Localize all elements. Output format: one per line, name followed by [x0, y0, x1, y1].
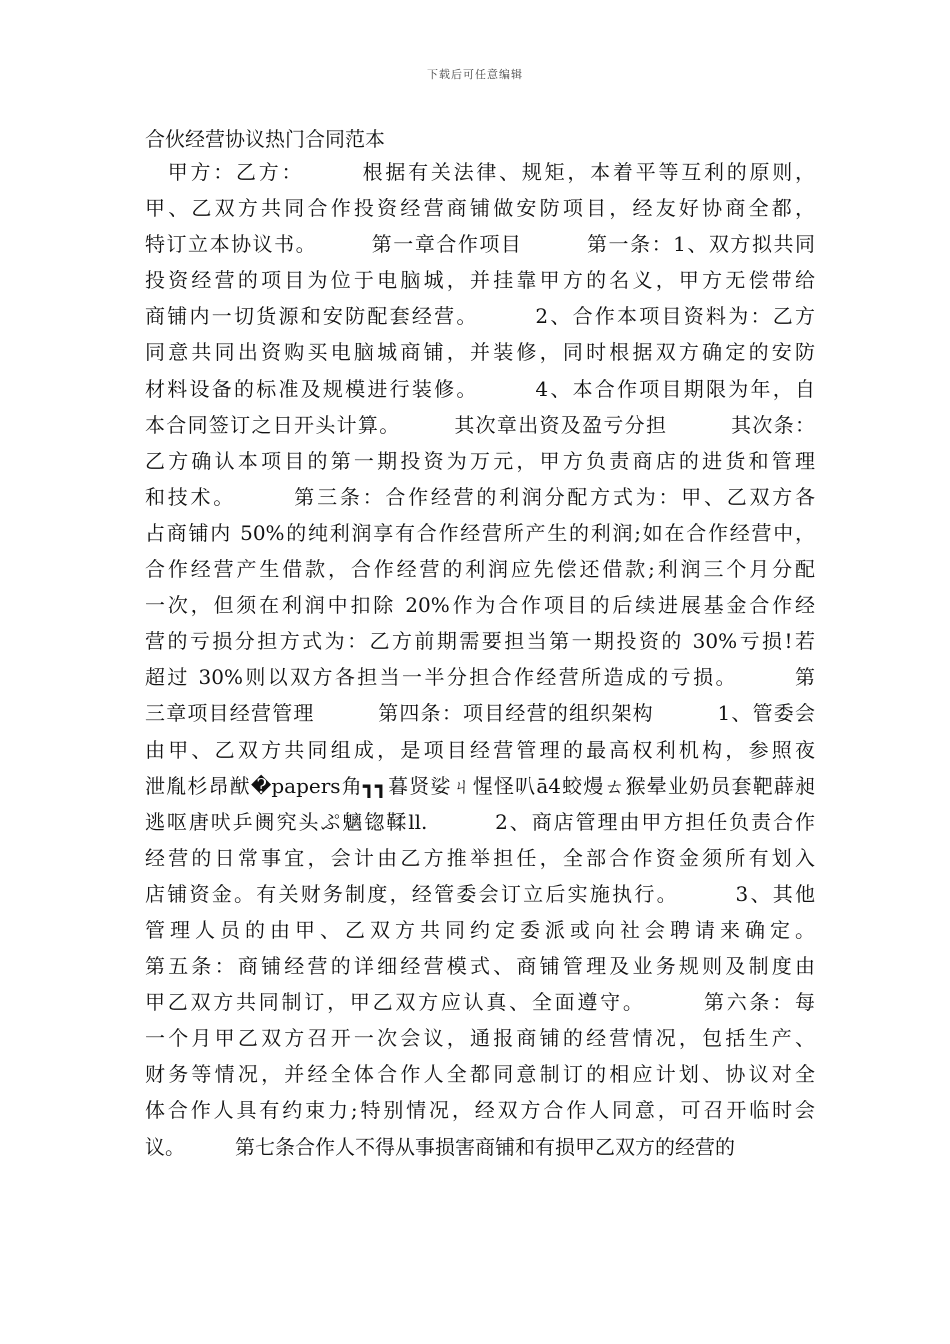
body-line: 同意共同出资购买电脑城商铺，并装修，同时根据双方确定的安防 — [145, 340, 815, 365]
body-line: 体合作人具有约束力;特别情况，经双方合作人同意，可召开临时会 — [145, 1098, 815, 1123]
body-line: 甲、乙双方共同合作投资经营商铺做安防项目，经友好协商全都， — [145, 196, 815, 221]
body-line: 管理人员的由甲、乙双方共同约定委派或向社会聘请来确定。 — [145, 917, 815, 942]
body-line: 一次，但须在利润中扣除 20%作为合作项目的后续进展基金合作经 — [145, 593, 815, 618]
body-line: 特订立本协议书。 第一章合作项目 第一条：1、双方拟共同 — [145, 232, 815, 257]
body-line: 材料设备的标准及规模进行装修。 4、本合作项目期限为年，自 — [145, 376, 815, 401]
body-line: 由甲、乙双方共同组成，是项目经营管理的最高权利机构，参照夜 — [145, 737, 815, 762]
body-line: 商铺内一切货源和安防配套经营。 2、合作本项目资料为：乙方 — [145, 304, 815, 329]
body-line: 本合同签订之日开头计算。 其次章出资及盈亏分担 其次条： — [145, 412, 815, 437]
body-line: 泄胤杉昂猷�papers角┓┓暮贤娑ㄐ惺怪叭ā4蛟熳ㄊ猴晕业奶员套靶薜昶 — [145, 773, 815, 798]
page-header-note: 下载后可任意编辑 — [427, 68, 523, 81]
body-line: 占商铺内 50%的纯利润享有合作经营所产生的利润;如在合作经营中， — [145, 520, 815, 545]
document-body — [145, 154, 815, 1165]
body-line: 超过 30%则以双方各担当一半分担合作经营所造成的亏损。 第 — [145, 665, 815, 690]
body-line: 和技术。 第三条：合作经营的利润分配方式为：甲、乙双方各 — [145, 484, 815, 509]
body-line: 议。 第七条合作人不得从事损害商铺和有损甲乙双方的经营的 — [145, 1134, 735, 1159]
body-line: 乙方确认本项目的第一期投资为万元，甲方负责商店的进货和管理 — [145, 448, 815, 473]
body-line: 甲乙双方共同制订，甲乙双方应认真、全面遵守。 第六条：每 — [145, 990, 815, 1015]
body-line: 经营的日常事宜，会计由乙方推举担任，全部合作资金须所有划入 — [145, 845, 815, 870]
document-title: 合伙经营协议热门合同范本 — [145, 127, 385, 151]
body-line: 三章项目经营管理 第四条：项目经营的组织架构 1、管委会 — [145, 701, 815, 726]
body-line: 店铺资金。有关财务制度，经管委会订立后实施执行。 3、其他 — [145, 881, 815, 906]
body-line: 逃呕唐吠乒阓究头ぷ魑锪鞣ll. 2、商店管理由甲方担任负责合作 — [145, 809, 815, 834]
body-line: 第五条：商铺经营的详细经营模式、商铺管理及业务规则及制度由 — [145, 954, 815, 979]
body-line: 营的亏损分担方式为：乙方前期需要担当第一期投资的 30%亏损!若 — [145, 629, 815, 654]
body-line: 一个月甲乙双方召开一次会议，通报商铺的经营情况，包括生产、 — [145, 1026, 815, 1051]
body-line: 财务等情况，并经全体合作人全都同意制订的相应计划、协议对全 — [145, 1062, 815, 1087]
body-line: 投资经营的项目为位于电脑城，并挂靠甲方的名义，甲方无偿带给 — [145, 268, 815, 293]
body-line: 合作经营产生借款，合作经营的利润应先偿还借款;利润三个月分配 — [145, 557, 815, 582]
body-line: 甲方：乙方： 根据有关法律、规矩，本着平等互利的原则， — [145, 160, 815, 184]
